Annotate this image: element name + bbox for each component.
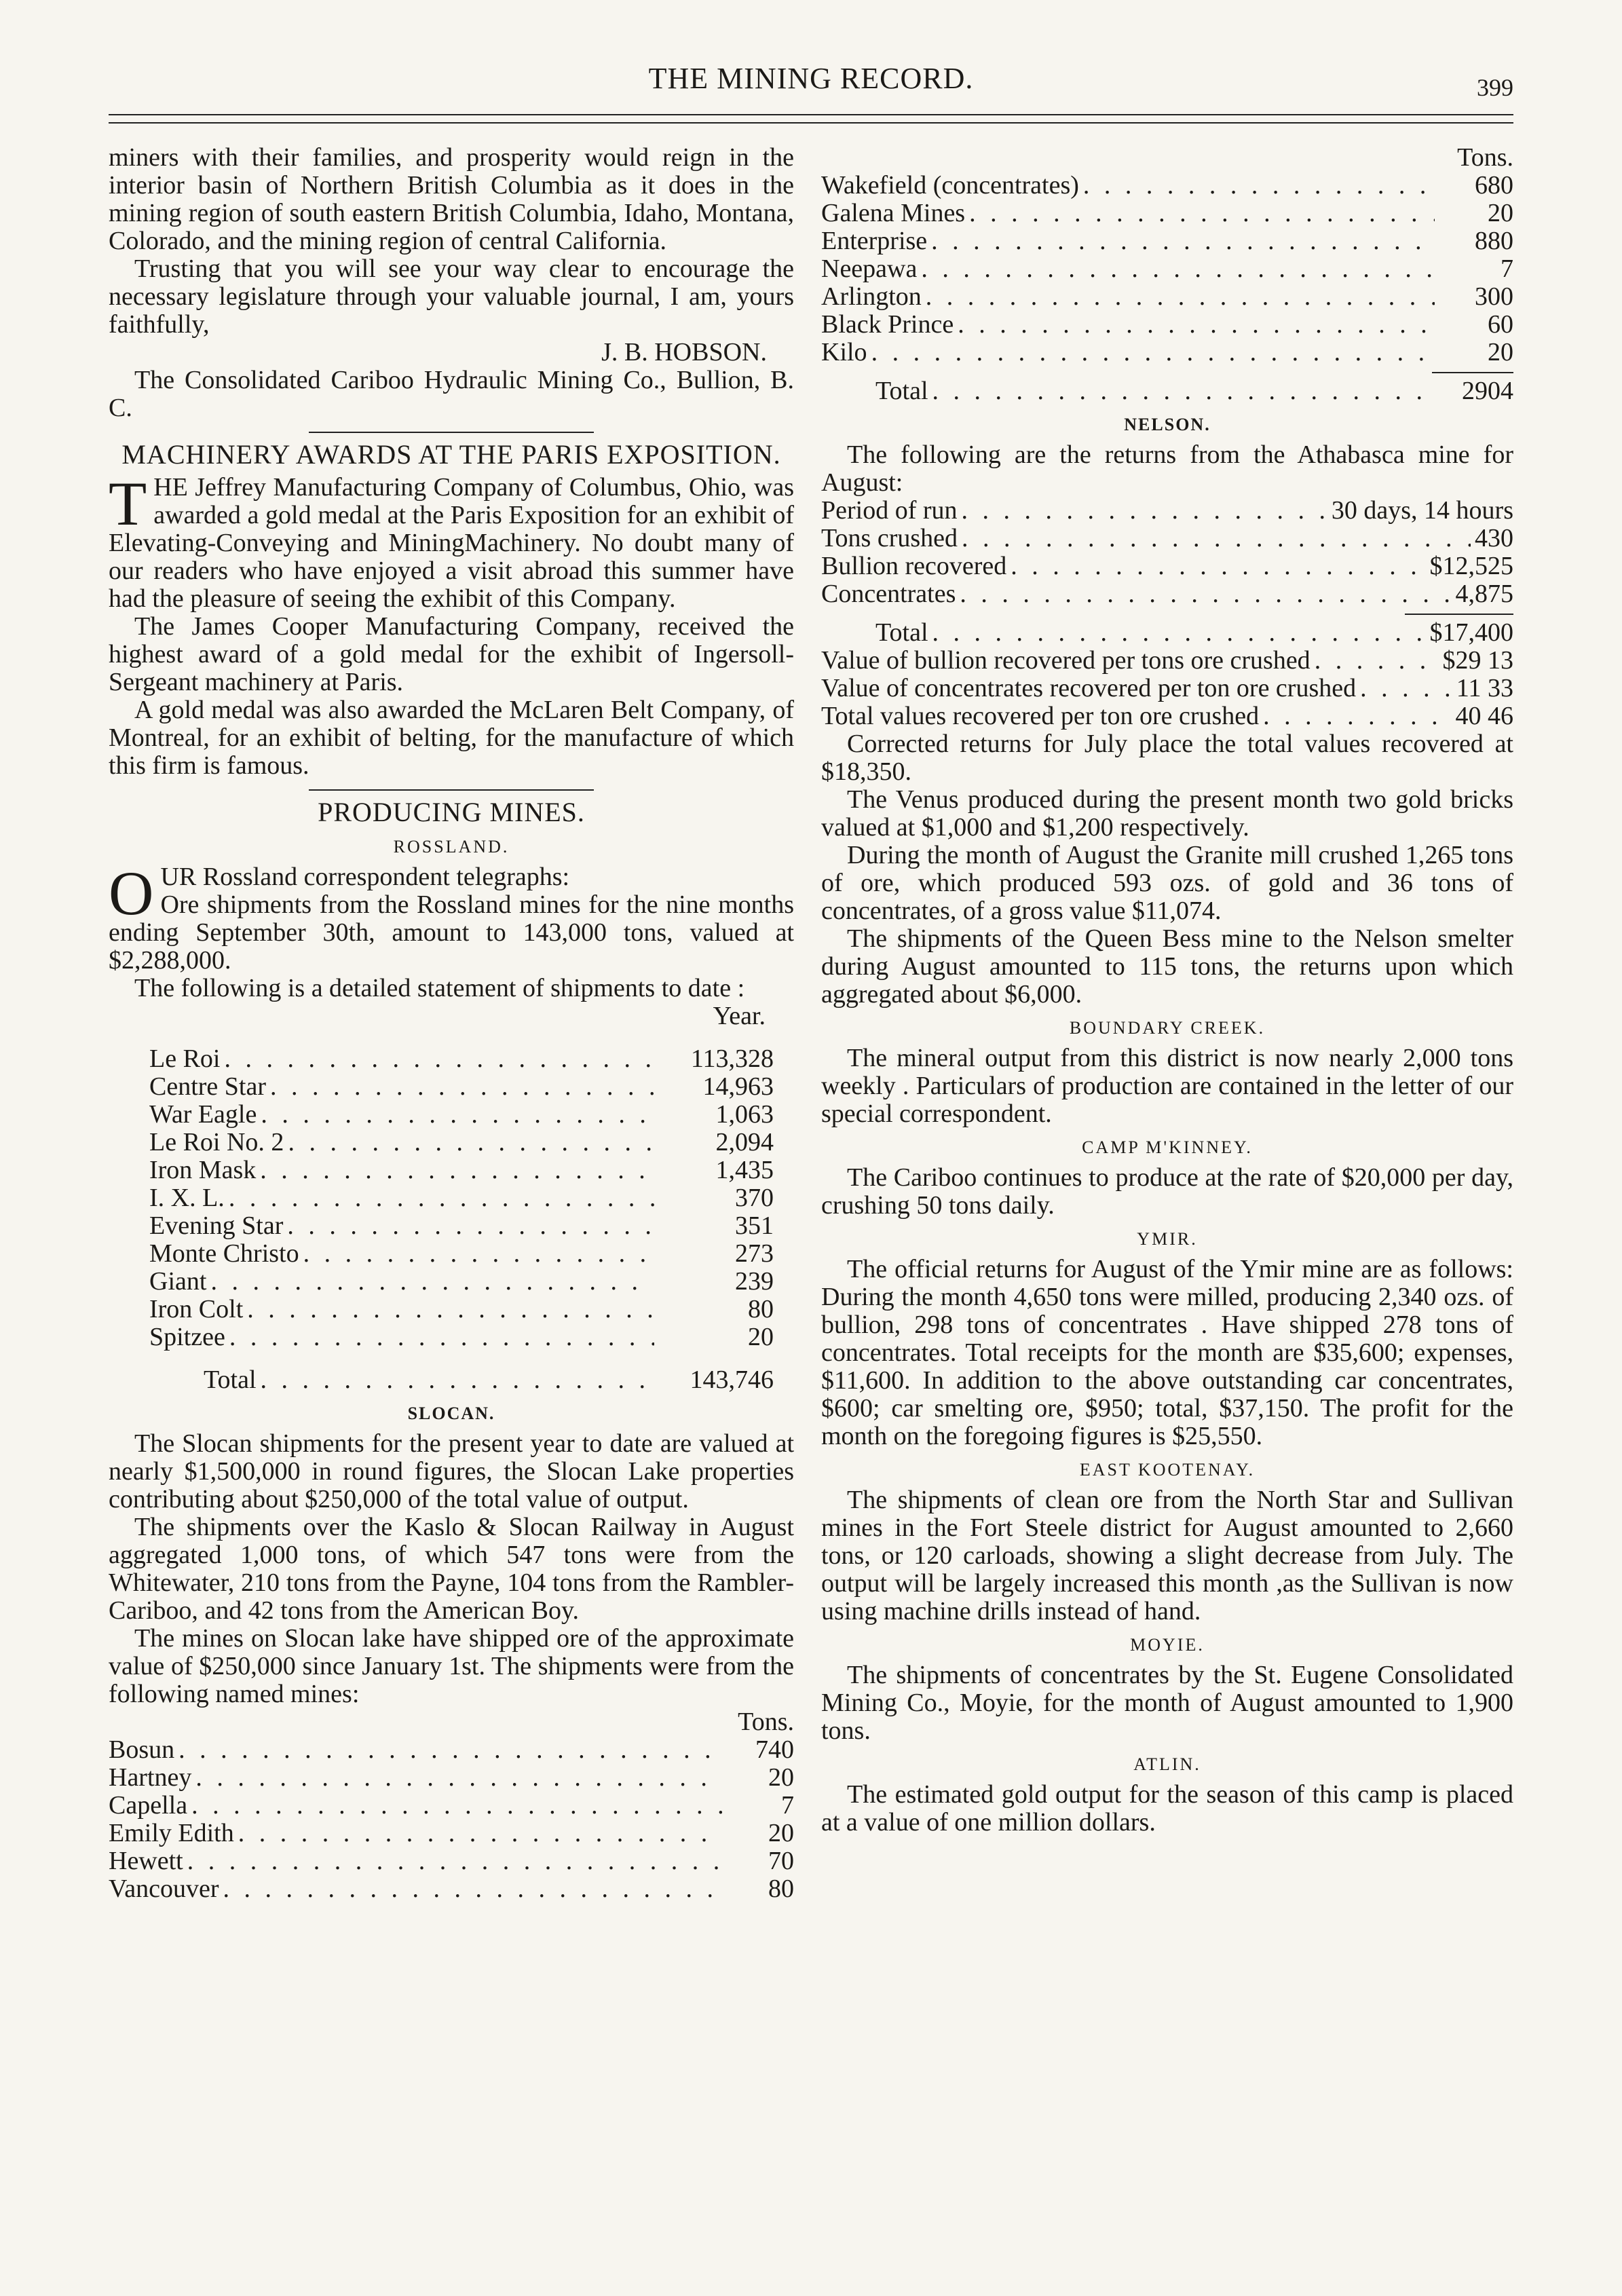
leader-dots xyxy=(1263,702,1451,730)
bullion-per-ton-value: $29 13 xyxy=(1442,646,1513,675)
leader-dots xyxy=(969,200,1435,227)
signature: J. B. HOBSON. xyxy=(601,338,767,366)
athabasca-total-label: Total xyxy=(875,618,928,647)
row-label: Tons crushed xyxy=(821,524,958,552)
row-label: Giant xyxy=(149,1267,207,1296)
granite-paragraph: During the month of August the Granite mill crushed 1,265 tons of ore, which produced 593 ozs. of gold and 36 tons of concentrates, of a gross value $11,074. xyxy=(821,841,1513,925)
leader-dots xyxy=(223,1875,722,1903)
intro-paragraph: miners with their families, and prosperity would reign in the interior basin of Northern British Columbia as it does in the mining region of south eastern British Columbia, Idaho, Montana, Colorado, and the mining region of central California. xyxy=(109,143,794,255)
rossland-rows xyxy=(149,1045,774,1351)
table-row xyxy=(821,200,1513,227)
section-divider xyxy=(309,789,594,791)
row-label: Le Roi No. 2 xyxy=(149,1128,284,1156)
table-row xyxy=(821,311,1513,339)
venus-paragraph: The Venus produced during the present month two gold bricks valued at $1,000 and $1,200 respectively. xyxy=(821,785,1513,842)
row-label: Bullion recovered xyxy=(821,552,1007,580)
camp-mckinney-paragraph: The Cariboo continues to produce at the rate of $20,000 per day, crushing 50 tons daily. xyxy=(821,1163,1513,1220)
row-label: Monte Christo xyxy=(149,1239,299,1268)
rossland-table xyxy=(109,1002,794,1394)
moyie-subheading: MOYIE. xyxy=(1130,1635,1205,1655)
leader-dots xyxy=(260,1156,654,1184)
slocan-lake-total-label: Total xyxy=(875,377,928,405)
leader-dots xyxy=(932,619,1426,647)
leader-dots xyxy=(288,1129,654,1156)
row-label: I. X. L. xyxy=(149,1184,225,1212)
row-label: Arlington xyxy=(821,282,922,311)
row-value: 80 xyxy=(768,1875,794,1903)
rossland-total-value: 143,746 xyxy=(690,1366,774,1394)
table-row xyxy=(149,1212,774,1240)
rossland-paragraph-1 xyxy=(109,859,794,975)
ymir-paragraph: The official returns for August of the Ymir mine are as follows: During the month 4,650 tons were milled, producing 2,340 ozs. of bullion, 298 tons of concentrates . Have shipped 278 tons of concentrates. Total receipts for the month are $35,600; expenses, $11,600. In addition to the above outstanding car concentrates, $600; car smelting ore, $950; total, $37,150. The profit for the month on the foregoing figures is $25,550. xyxy=(821,1255,1513,1450)
leader-dots xyxy=(287,1212,654,1240)
machinery-paragraph-1 xyxy=(109,469,794,613)
concentrates-per-ton-label: Value of concentrates recovered per ton ore crushed xyxy=(821,674,1357,702)
leader-dots xyxy=(958,311,1435,339)
dropcap-o: O xyxy=(109,859,154,928)
athabasca-rows xyxy=(821,497,1513,608)
row-value: 1,435 xyxy=(715,1156,774,1184)
leader-dots xyxy=(261,1101,654,1129)
leader-dots xyxy=(229,1184,654,1212)
producing-mines-heading: PRODUCING MINES. xyxy=(318,797,585,827)
leader-dots xyxy=(229,1323,654,1351)
leader-dots xyxy=(191,1792,722,1820)
row-value: 20 xyxy=(768,1763,794,1792)
row-label: Concentrates xyxy=(821,580,956,608)
rossland-shipments-text: Ore shipments from the Rossland mines for the nine months ending September 30th, amount to 143,000 tons, valued at $2,288,000. xyxy=(109,890,794,975)
table-row xyxy=(821,255,1513,283)
header-rule xyxy=(109,114,1513,115)
leader-dots xyxy=(303,1240,654,1268)
row-value: 351 xyxy=(735,1211,774,1240)
page-header xyxy=(109,61,1513,109)
row-value: 430 xyxy=(1475,524,1513,552)
table-row xyxy=(149,1073,774,1101)
row-value: 80 xyxy=(748,1295,774,1323)
leader-dots xyxy=(210,1268,654,1296)
nelson-subheading: NELSON. xyxy=(1124,415,1211,434)
row-label: Evening Star xyxy=(149,1211,284,1240)
row-label: Hartney xyxy=(109,1763,192,1792)
row-value: $12,525 xyxy=(1429,552,1513,580)
row-value: 20 xyxy=(768,1819,794,1847)
table-row xyxy=(109,1792,794,1820)
leader-dots xyxy=(1083,172,1435,200)
row-label: Hewett xyxy=(109,1847,183,1875)
slocan-lake-total-row xyxy=(821,377,1513,405)
row-label: Neepawa xyxy=(821,255,918,283)
row-label: Galena Mines xyxy=(821,199,966,227)
row-value: 740 xyxy=(755,1735,794,1764)
atlin-paragraph: The estimated gold output for the season of this camp is placed at a value of one million dollars. xyxy=(821,1780,1513,1837)
year-column-header: Year. xyxy=(713,1002,766,1030)
slocan-paragraph-3: The mines on Slocan lake have shipped ore of the approximate value of $250,000 since January 1st. The shipments were from the following named mines: xyxy=(109,1624,794,1708)
row-value: 7 xyxy=(1501,255,1513,283)
leader-dots xyxy=(270,1073,654,1101)
rossland-paragraph-2: The following is a detailed statement of shipments to date : xyxy=(134,974,745,1002)
row-value: 20 xyxy=(1488,338,1513,366)
table-row xyxy=(149,1323,774,1351)
row-label: Black Prince xyxy=(821,310,954,339)
tons-column-header: Tons. xyxy=(738,1708,794,1736)
total-per-ton-row xyxy=(821,702,1513,730)
table-row xyxy=(109,1736,794,1764)
row-value: 30 days, 14 hours xyxy=(1331,496,1513,525)
table-row xyxy=(821,552,1513,580)
table-row xyxy=(149,1296,774,1323)
leader-dots xyxy=(960,580,1451,608)
row-label: Bosun xyxy=(109,1735,175,1764)
table-row xyxy=(109,1820,794,1847)
row-value: 4,875 xyxy=(1455,580,1513,608)
table-row xyxy=(149,1129,774,1156)
page-number: 399 xyxy=(1477,74,1513,101)
boundary-creek-paragraph: The mineral output from this district is now nearly 2,000 tons weekly . Particulars of production are contained in the letter of our special correspondent. xyxy=(821,1044,1513,1128)
leader-dots xyxy=(932,377,1435,405)
table-row xyxy=(149,1101,774,1129)
leader-dots xyxy=(931,227,1435,255)
row-label: Le Roi xyxy=(149,1045,221,1073)
slocan-rows xyxy=(109,1736,794,1903)
table-row xyxy=(821,339,1513,366)
row-label: Iron Colt xyxy=(149,1295,244,1323)
header-rule-double xyxy=(109,122,1513,124)
table-row xyxy=(821,283,1513,311)
slocan-table xyxy=(109,1708,794,1903)
row-label: Wakefield (concentrates) xyxy=(821,171,1079,200)
leader-dots xyxy=(962,497,1327,525)
leader-dots xyxy=(1315,647,1439,675)
table-row xyxy=(149,1268,774,1296)
row-label: Enterprise xyxy=(821,227,928,255)
row-label: Iron Mask xyxy=(149,1156,257,1184)
table-row xyxy=(149,1184,774,1212)
atlin-subheading: ATLIN. xyxy=(1133,1754,1201,1774)
athabasca-total-value: $17,400 xyxy=(1429,618,1513,647)
slocan-paragraph-2: The shipments over the Kaslo & Slocan Railway in August aggregated 1,000 tons, of which 547 tons were from the Whitewater, 210 tons from the Payne, 104 tons from the Rambler-Cariboo, and 42 tons from the American Boy. xyxy=(109,1513,794,1625)
moyie-paragraph: The shipments of concentrates by the St. Eugene Consolidated Mining Co., Moyie, for the month of August amounted to 1,900 tons. xyxy=(821,1661,1513,1745)
closing-paragraph: Trusting that you will see your way clear to encourage the necessary legislature through your valuable journal, I am, yours faithfully, xyxy=(109,255,794,339)
queen-bess-paragraph: The shipments of the Queen Bess mine to the Nelson smelter during August amounted to 115 tons, the returns upon which aggregated about $6,000. xyxy=(821,924,1513,1009)
table-row xyxy=(821,172,1513,200)
leader-dots xyxy=(195,1764,722,1792)
boundary-creek-subheading: BOUNDARY CREEK. xyxy=(1069,1018,1266,1038)
leader-dots xyxy=(921,255,1435,283)
row-label: Period of run xyxy=(821,496,958,525)
camp-mckinney-subheading: CAMP M'KINNEY. xyxy=(1082,1137,1253,1157)
leader-dots xyxy=(247,1296,654,1323)
table-row xyxy=(821,497,1513,525)
rossland-subheading: ROSSLAND. xyxy=(393,837,510,857)
table-row xyxy=(149,1156,774,1184)
total-rule xyxy=(1405,614,1513,615)
row-value: 70 xyxy=(768,1847,794,1875)
row-value: 273 xyxy=(735,1239,774,1268)
rossland-total-label: Total xyxy=(204,1366,257,1394)
table-row xyxy=(109,1875,794,1903)
leader-dots xyxy=(1360,675,1452,702)
rossland-total-row xyxy=(149,1366,774,1394)
row-value: 300 xyxy=(1475,282,1513,311)
row-value: 2,094 xyxy=(715,1128,774,1156)
right-column xyxy=(821,144,1513,1837)
table-row xyxy=(109,1764,794,1792)
machinery-paragraph-2: The James Cooper Manufacturing Company, received the highest award of a gold medal for the exhibit of Ingersoll-Sergeant machinery at Paris. xyxy=(109,612,794,696)
row-value: 239 xyxy=(735,1267,774,1296)
slocan-subheading: SLOCAN. xyxy=(407,1404,495,1423)
row-value: 14,963 xyxy=(702,1072,774,1101)
left-column xyxy=(109,144,794,1903)
dropcap-t: T xyxy=(109,469,147,538)
running-title: THE MINING RECORD. xyxy=(648,62,974,95)
bullion-per-ton-row xyxy=(821,647,1513,675)
nelson-intro: The following are the returns from the Athabasca mine for August: xyxy=(821,440,1513,497)
row-value: 20 xyxy=(748,1323,774,1351)
row-value: 60 xyxy=(1488,310,1513,339)
row-label: Capella xyxy=(109,1791,188,1820)
rossland-telegraph-line: UR Rossland correspondent telegraphs: xyxy=(160,863,570,891)
row-value: 20 xyxy=(1488,199,1513,227)
leader-dots xyxy=(926,283,1435,311)
total-per-ton-label: Total values recovered per ton ore crushed xyxy=(821,702,1260,730)
row-value: 1,063 xyxy=(715,1100,774,1129)
leader-dots xyxy=(261,1366,654,1394)
table-row xyxy=(149,1045,774,1073)
row-label: Vancouver xyxy=(109,1875,219,1903)
row-label: Spitzee xyxy=(149,1323,225,1351)
slocan-paragraph-1: The Slocan shipments for the present year to date are valued at nearly $1,500,000 in round figures, the Slocan Lake properties contributing about $250,000 of the total value of output. xyxy=(109,1429,794,1513)
east-kootenay-subheading: EAST KOOTENAY. xyxy=(1079,1460,1256,1480)
july-returns-paragraph: Corrected returns for July place the total values recovered at $18,350. xyxy=(821,730,1513,786)
table-row xyxy=(109,1847,794,1875)
signature-organization: The Consolidated Cariboo Hydraulic Mining Co., Bullion, B. C. xyxy=(109,366,794,422)
slocan-lake-rows xyxy=(821,172,1513,366)
slocan-lake-total-value: 2904 xyxy=(1462,377,1513,405)
table-row xyxy=(821,580,1513,608)
slocan-lake-table xyxy=(821,144,1513,405)
total-rule xyxy=(1432,372,1513,373)
row-label: Centre Star xyxy=(149,1072,267,1101)
east-kootenay-paragraph: The shipments of clean ore from the North Star and Sullivan mines in the Fort Steele district for August amounted to 2,660 tons, or 120 carloads, showing a slight decrease from July. The output will be largely increased this month ,as the Sullivan is now using machine drills instead of hand. xyxy=(821,1486,1513,1625)
machinery-heading: MACHINERY AWARDS AT THE PARIS EXPOSITION. xyxy=(121,439,781,470)
table-row xyxy=(149,1240,774,1268)
tons-column-header: Tons. xyxy=(1457,143,1513,172)
concentrates-per-ton-value: 11 33 xyxy=(1456,674,1513,702)
table-row xyxy=(821,227,1513,255)
row-value: 370 xyxy=(735,1184,774,1212)
leader-dots xyxy=(224,1045,654,1073)
row-value: 113,328 xyxy=(690,1045,774,1073)
row-value: 880 xyxy=(1475,227,1513,255)
leader-dots xyxy=(238,1820,722,1847)
table-row xyxy=(821,525,1513,552)
row-value: 680 xyxy=(1475,171,1513,200)
machinery-paragraph-1-text: HE Jeffrey Manufacturing Company of Columbus, Ohio, was awarded a gold medal at the Paris Exposition for an exhibit of Elevating-Conveying and MiningMachinery. No doubt many of our readers who have enjoyed a visit abroad this summer have had the pleasure of seeing the exhibit of this Company. xyxy=(109,473,794,613)
total-per-ton-value: 40 46 xyxy=(1455,702,1513,730)
machinery-paragraph-3: A gold medal was also awarded the McLaren Belt Company, of Montreal, for an exhibit of belting, for the manufacture of which this firm is famous. xyxy=(109,696,794,780)
concentrates-per-ton-row xyxy=(821,675,1513,702)
section-divider xyxy=(309,432,594,433)
athabasca-table xyxy=(821,497,1513,730)
row-label: Kilo xyxy=(821,338,867,366)
ymir-subheading: YMIR. xyxy=(1137,1229,1198,1249)
bullion-per-ton-label: Value of bullion recovered per tons ore crushed xyxy=(821,646,1310,675)
leader-dots xyxy=(178,1736,722,1764)
athabasca-total-row xyxy=(821,619,1513,647)
row-label: Emily Edith xyxy=(109,1819,234,1847)
row-value: 7 xyxy=(781,1791,794,1820)
row-label: War Eagle xyxy=(149,1100,257,1129)
leader-dots xyxy=(871,339,1435,366)
leader-dots xyxy=(187,1847,722,1875)
leader-dots xyxy=(1011,552,1425,580)
leader-dots xyxy=(962,525,1471,552)
